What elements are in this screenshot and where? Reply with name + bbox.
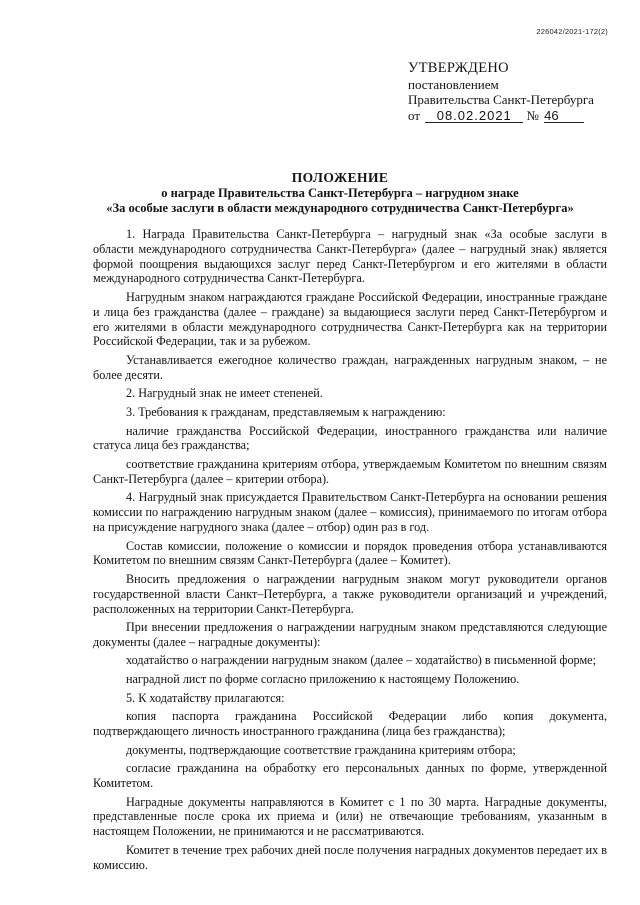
paragraph-13: наградной лист по форме согласно приложению к настоящему Положению. bbox=[126, 672, 520, 687]
paragraph-1: 1. Награда Правительства Санкт-Петербурга – нагрудный знак «За особые заслуги в области международного сотрудничества Санкт-Петербурга» (далее – нагрудный знак) является формой поощрения выдающихся заслуг перед Санкт-Петербургом и его жителями в области международного сотрудничества Санкт-Петербурга. bbox=[93, 227, 607, 286]
paragraph-17: согласие гражданина на обработку его персональных данных по форме, утвержденной Комитетом. bbox=[93, 761, 607, 791]
paragraph-6: наличие гражданства Российской Федерации, иностранного гражданства или наличие статуса лица без гражданства; bbox=[93, 423, 607, 453]
approval-number: 46 bbox=[544, 109, 584, 123]
approval-title: УТВЕРЖДЕНО bbox=[408, 60, 509, 76]
paragraph-2: Нагрудным знаком награждаются граждане Российской Федерации, иностранные граждане и лица без гражданства (далее – граждане) за выдающиеся заслуги перед Санкт-Петербургом и его жителями в области международного сотрудничества Санкт-Петербурга как на территории Российской Федерации, так и за рубежом. bbox=[93, 289, 607, 349]
paragraph-7: соответствие гражданина критериям отбора, утверждаемым Комитетом по внешним связям Санкт-Петербурга (далее – критерии отбора). bbox=[93, 456, 607, 486]
document-id: 226042/2021-172(2) bbox=[536, 27, 608, 36]
paragraph-18: Наградные документы направляются в Комитет с 1 по 30 марта. Наградные документы, представленные после срока их приема и (или) не отвечающие требованиям, указанным в настоящем Положении, не принимаются и не рассматриваются. bbox=[93, 794, 607, 839]
paragraph-14: 5. К ходатайству прилагаются: bbox=[126, 690, 285, 705]
paragraph-4: 2. Нагрудный знак не имеет степеней. bbox=[126, 386, 323, 401]
date-prefix: от bbox=[408, 107, 421, 123]
paragraph-15: копия паспорта гражданина Российской Федерации либо копия документа, подтверждающего личность иностранного гражданина (лица без гражданства); bbox=[93, 709, 607, 739]
heading-title: ПОЛОЖЕНИЕ bbox=[291, 170, 389, 185]
approval-block bbox=[408, 61, 608, 123]
paragraph-19: Комитет в течение трех рабочих дней после получения наградных документов передает их в комиссию. bbox=[93, 842, 607, 872]
approval-line-resolution: постановлением bbox=[408, 76, 499, 92]
paragraph-9: Состав комиссии, положение о комиссии и порядок проведения отбора устанавливаются Комитетом по внешним связям Санкт-Петербурга (далее – Комитет). bbox=[93, 538, 607, 568]
heading-award-name: «За особые заслуги в области международного сотрудничества Санкт-Петербурга» bbox=[106, 201, 574, 215]
document-heading bbox=[60, 170, 620, 217]
paragraph-12: ходатайство о награждении нагрудным знаком (далее – ходатайство) в письменной форме; bbox=[126, 653, 596, 668]
approval-date-line bbox=[408, 108, 608, 124]
paragraph-3: Устанавливается ежегодное количество граждан, награжденных нагрудным знаком, – не более десяти. bbox=[93, 352, 607, 382]
paragraph-8: 4. Нагрудный знак присуждается Правительством Санкт-Петербурга на основании решения комиссии по награждению нагрудным знаком (далее – комиссия), принимаемого по итогам отбора на присуждение нагрудного знака (далее – отбор) один раз в год. bbox=[93, 490, 607, 534]
approval-line-government: Правительства Санкт-Петербурга bbox=[408, 92, 594, 107]
heading-subtitle: о награде Правительства Санкт-Петербурга – нагрудном знаке bbox=[161, 185, 519, 200]
paragraph-16: документы, подтверждающие соответствие гражданина критериям отбора; bbox=[126, 742, 516, 757]
document-body bbox=[93, 227, 607, 876]
number-sign: № bbox=[526, 107, 539, 123]
paragraph-11: При внесении предложения о награждении нагрудным знаком представляются следующие документы (далее – наградные документы): bbox=[93, 620, 607, 649]
paragraph-5: 3. Требования к гражданам, представляемым к награждению: bbox=[126, 404, 446, 419]
paragraph-10: Вносить предложения о награждении нагрудным знаком могут руководители органов государственной власти Санкт–Петербурга, а также руководители организаций и учреждений, расположенных на территории Санкт-Петербурга. bbox=[93, 571, 607, 616]
approval-date: 08.02.2021 bbox=[425, 109, 523, 123]
